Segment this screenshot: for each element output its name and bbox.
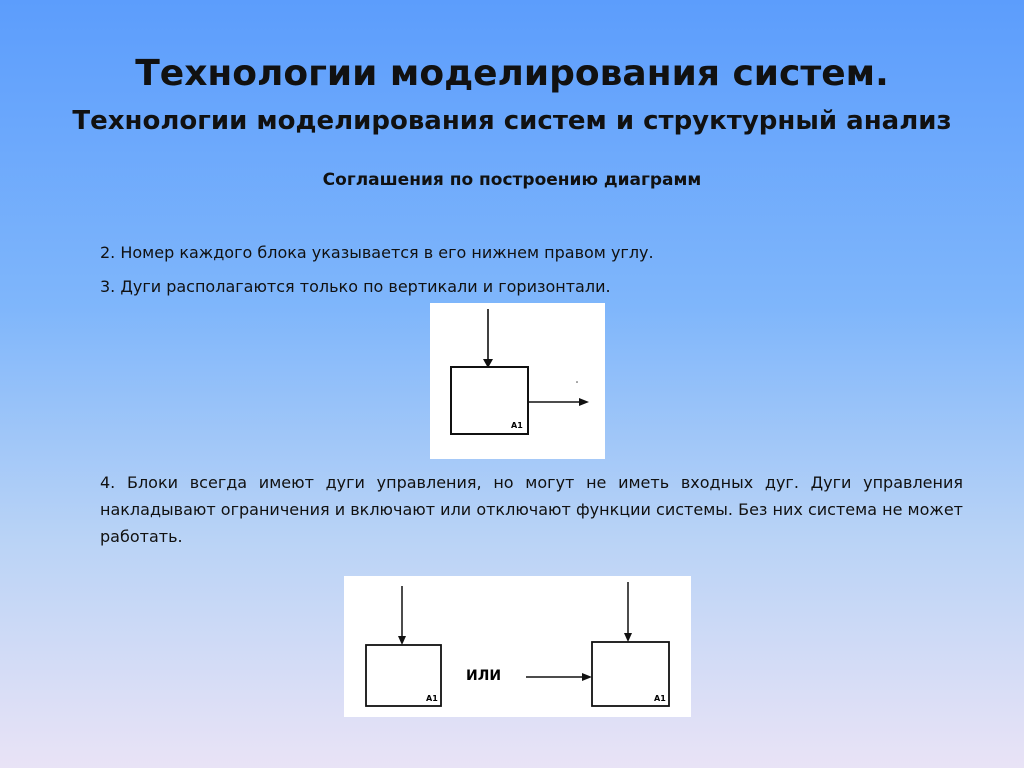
input-arrow-head [582,673,592,681]
point-3-text: 3. Дуги располагаются только по вертикали и горизонтали. [100,277,611,296]
diagram-1-svg [430,303,605,459]
right-control-arrow-head [624,633,632,642]
point-4-text: 4. Блоки всегда имеют дуги управления, но могут не иметь входных дуг. Дуги управления накладывают ограничения и включают или отключают функции системы. Без них система не может работать. [100,473,963,546]
diagram-2-panel [344,576,691,717]
output-arrow-head [579,398,589,406]
slide-subtitle: Технологии моделирования систем и структурный анализ [72,106,952,136]
left-control-arrow-head [398,636,406,645]
section-heading: Соглашения по построению диаграмм [322,170,702,190]
slide-title: Технологии моделирования систем. [135,53,889,94]
block-number-label: A1 [511,421,523,430]
or-separator-label: ИЛИ [466,668,502,684]
diagram-1-panel [430,303,605,459]
point-2-text: 2. Номер каждого блока указывается в его нижнем правом углу. [100,243,654,262]
right-block-number-label: A1 [654,694,666,703]
diagram-2-svg [344,576,691,717]
left-block-number-label: A1 [426,694,438,703]
